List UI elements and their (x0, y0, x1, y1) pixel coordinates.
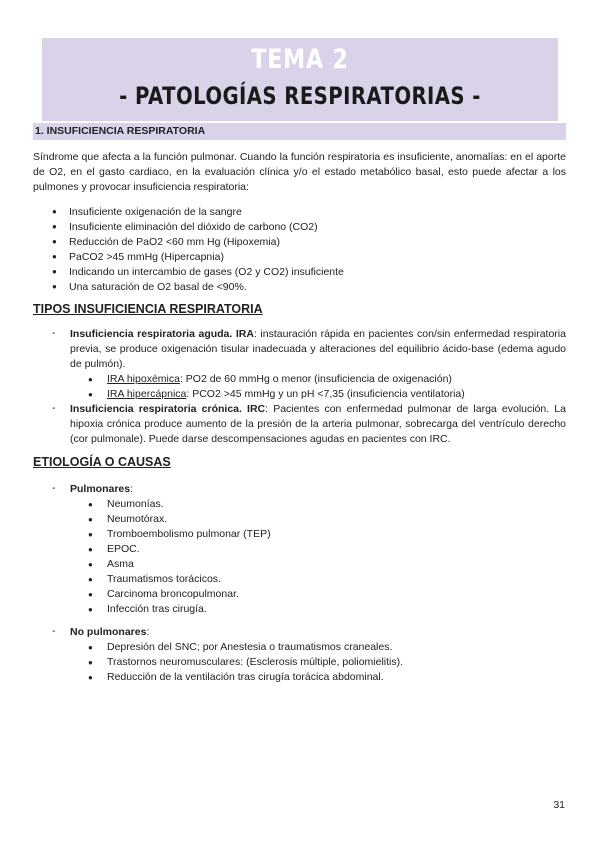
list-item: ● Traumatismos torácicos. (88, 572, 558, 587)
pulmonares-colon: : (130, 483, 134, 495)
pulmonares-list (88, 497, 558, 617)
dash-marker: - (52, 327, 56, 339)
title-line-2: - PATOLOGÍAS RESPIRATORIAS - (119, 82, 481, 110)
no-pulmonares-colon: : (146, 626, 150, 638)
list-item: ● Depresión del SNC; por Anestesia o traumatismos craneales. (88, 640, 558, 655)
irc-text: : Pacientes con enfermedad pulmonar de larga evolución. La hipoxia crónica produce aumento de la presión de la arteria pulmonar, sobrecarga del ventrículo derecho (cor pulmonale). Puede darse descompensaciones agudas en pacientes con IRC. (70, 403, 566, 445)
subtype-text: : PO2 de 60 mmHg o menor (insuficiencia de oxigenación) (179, 373, 452, 385)
ira-text: : instauración rápida en pacientes con/sin enfermedad respiratoria previa, se produce oxigenación tisular inadecuada y alteraciones del equilibrio ácido-base (edema agudo de pulmón). (70, 328, 566, 370)
list-item: ● Neumonías. (88, 497, 558, 512)
list-item: ● Insuficiente oxigenación de la sangre (52, 205, 552, 220)
ira-term: Insuficiencia respiratoria aguda. IRA (70, 328, 254, 340)
page-number: 31 (553, 799, 565, 811)
list-item: ● Una saturación de O2 basal de <90%. (52, 280, 552, 295)
list-item: ● Asma (88, 557, 558, 572)
subtype-text: : PCO2 >45 mmHg y un pH <7,35 (insuficiencia ventilatoria) (186, 388, 465, 400)
intro-paragraph: Síndrome que afecta a la función pulmonar. Cuando la función respiratoria es insuficiente, anomalías: en el aporte de O2, en el gasto cardiaco, en la evaluación clínica y/o el estado metabólico basal, esto puede afectar a los pulmones y provocar insuficiencia respiratoria: (33, 151, 566, 193)
dash-marker: - (52, 402, 56, 414)
dash-marker: - (52, 482, 56, 494)
section-heading-tipos: TIPOS INSUFICIENCIA RESPIRATORIA (33, 302, 263, 316)
subtype-term: IRA hipoxémica (107, 373, 180, 385)
list-item: ● Indicando un intercambio de gases (O2 y CO2) insuficiente (52, 265, 552, 280)
no-pulmonares-label (70, 625, 566, 640)
list-item: ● Carcinoma broncopulmonar. (88, 587, 558, 602)
list-item: ● Reducción de la ventilación tras cirugía torácica abdominal. (88, 670, 558, 685)
irc-term: Insuficiencia respiratoria crónica. IRC (70, 403, 266, 415)
list-item: ● Infección tras cirugía. (88, 602, 558, 617)
dash-marker: - (52, 625, 56, 637)
section-heading-insuficiencia: 1. INSUFICIENCIA RESPIRATORIA (33, 123, 566, 140)
pulmonares-term: Pulmonares (70, 483, 131, 495)
no-pulmonares-list (88, 640, 558, 685)
irc-paragraph (70, 402, 566, 447)
subtype-term: IRA hipercápnica (107, 388, 187, 400)
list-item: ● Neumotórax. (88, 512, 558, 527)
ira-subtypes (88, 372, 558, 402)
list-item: ● EPOC. (88, 542, 558, 557)
title-line-1: TEMA 2 (251, 44, 349, 75)
list-item (88, 372, 558, 387)
list-item: ● PaCO2 >45 mmHg (Hipercapnia) (52, 250, 552, 265)
list-item: ● Trastornos neuromusculares: (Esclerosis múltiple, poliomielitis). (88, 655, 558, 670)
list-item: ● Reducción de PaO2 <60 mm Hg (Hipoxemia) (52, 235, 552, 250)
symptom-list (52, 205, 552, 294)
ira-paragraph (70, 327, 566, 372)
list-item: ● Tromboembolismo pulmonar (TEP) (88, 527, 558, 542)
pulmonares-label (70, 482, 566, 497)
title-banner (42, 38, 558, 121)
list-item (88, 387, 558, 402)
list-item: ● Insuficiente eliminación del dióxido de carbono (CO2) (52, 220, 552, 235)
section-heading-etiologia: ETIOLOGÍA O CAUSAS (33, 455, 171, 469)
no-pulmonares-term: No pulmonares (70, 626, 147, 638)
